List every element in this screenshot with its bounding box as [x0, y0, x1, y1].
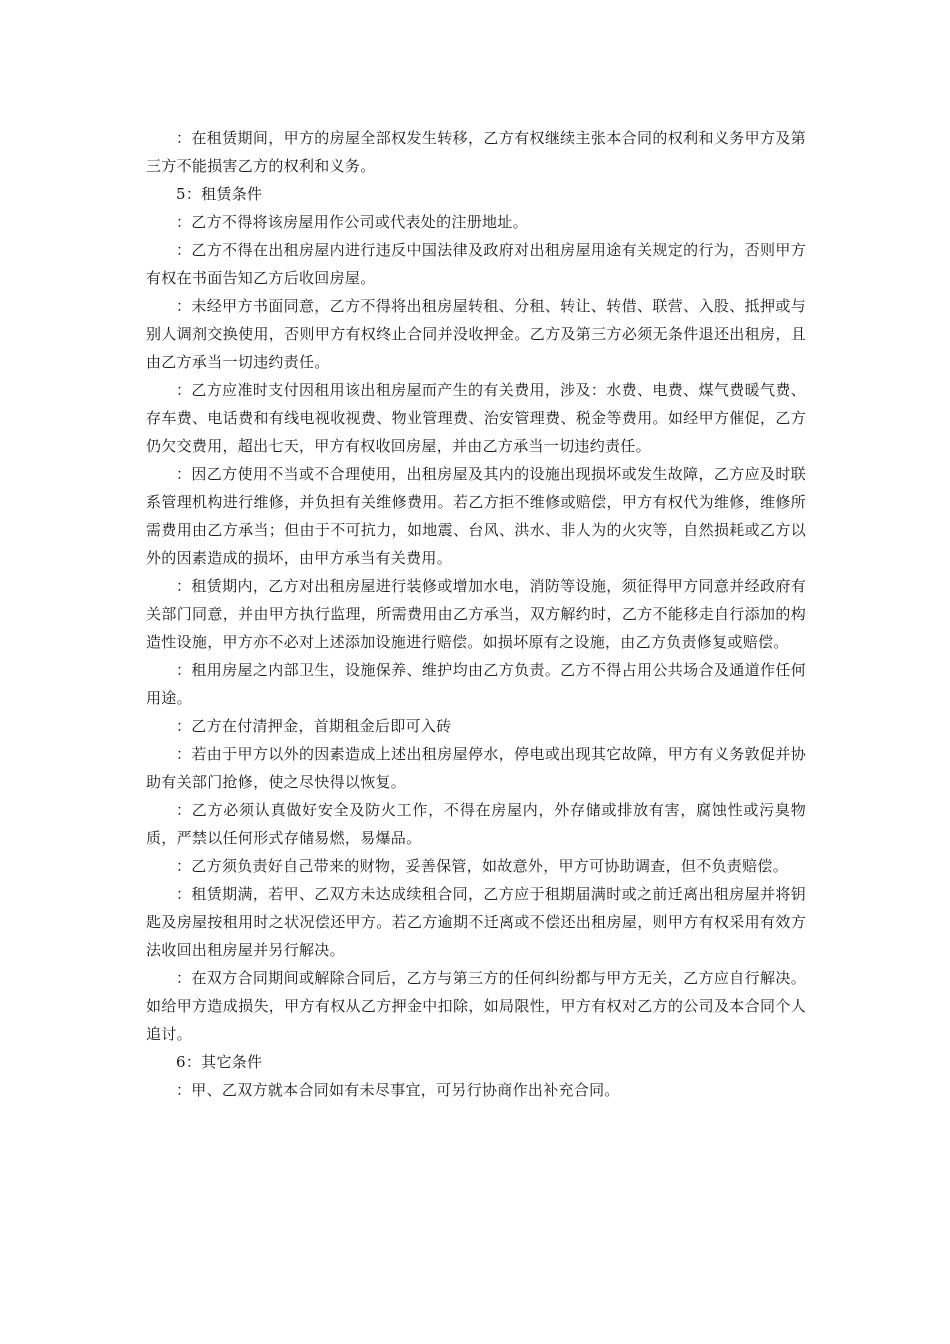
paragraph-third-party-disputes: ：在双方合同期间或解除合同后，乙方与第三方的任何纠纷都与甲方无关，乙方应自行解决。如给甲方造成损失，甲方有权从乙方押金中扣除，如局限性，甲方有权对乙方的公司及本合同个人追讨。 [146, 969, 806, 1043]
paragraph-repairs: ：因乙方使用不当或不合理使用，出租房屋及其内的设施出现损坏或发生故障，乙方应及时联系管理机构进行维修，并负担有关维修费用。若乙方拒不维修或赔偿，甲方有权代为维修，维修所需费用由乙方承当；但由于不可抗力，如地震、台风、洪水、非人为的火灾等，自然损耗或乙方以外的因素造成的损坏，由甲方承当有关费用。 [146, 465, 806, 567]
paragraph-fees: ：乙方应准时支付因租用该出租房屋而产生的有关费用，涉及：水费、电费、煤气费暖气费、存车费、电话费和有线电视收视费、物业管理费、治安管理费、税金等费用。如经甲方催促，乙方仍欠交费用，超出七天，甲方有权收回房屋，并由乙方承当一切违约责任。 [146, 381, 806, 455]
document-page [146, 124, 806, 1104]
paragraph-lease-expiry: ：租赁期满，若甲、乙双方未达成续租合同，乙方应于租期届满时或之前迁离出租房屋并将钥匙及房屋按租用时之状况偿还甲方。若乙方逾期不迁离或不偿还出租房屋，则甲方有权采用有效方法收回出租房屋并另行解决。 [146, 885, 806, 959]
section-heading-other-conditions: 6：其它条件 [176, 1053, 263, 1071]
paragraph-ownership-transfer: ：在租赁期间，甲方的房屋全部权发生转移，乙方有权继续主张本合同的权利和义务甲方及第三方不能损害乙方的权利和义务。 [146, 129, 806, 175]
paragraph-fire-safety: ：乙方必须认真做好安全及防火工作，不得在房屋内，外存储或排放有害，腐蚀性或污臭物质，严禁以任何形式存储易燃，易爆品。 [146, 801, 806, 847]
paragraph-no-sublease: ：未经甲方书面同意，乙方不得将出租房屋转租、分租、转让、转借、联营、入股、抵押或与别人调剂交换使用，否则甲方有权终止合同并没收押金。乙方及第三方必须无条件退还出租房，且由乙方承当一切违约责任。 [146, 297, 806, 371]
paragraph-hygiene: ：租用房屋之内部卫生，设施保养、维护均由乙方负责。乙方不得占用公共场合及通道作任何用途。 [146, 661, 806, 707]
paragraph-no-registered-address: ：乙方不得将该房屋用作公司或代表处的注册地址。 [176, 213, 528, 231]
paragraph-move-in: ：乙方在付清押金，首期租金后即可入砖 [176, 717, 452, 735]
paragraph-outages: ：若由于甲方以外的因素造成上述出租房屋停水，停电或出现其它故障，甲方有义务敦促并协助有关部门抢修，使之尽快得以恢复。 [146, 745, 806, 791]
paragraph-no-illegal-use: ：乙方不得在出租房屋内进行违反中国法律及政府对出租房屋用途有关规定的行为，否则甲方有权在书面告知乙方后收回房屋。 [146, 241, 806, 287]
paragraph-belongings: ：乙方须负责好自己带来的财物，妥善保管，如故意外，甲方可协助调查，但不负责赔偿。 [176, 857, 789, 875]
paragraph-supplementary-contract: ：甲、乙双方就本合同如有未尽事宜，可另行协商作出补充合同。 [176, 1081, 620, 1099]
section-heading-lease-conditions: 5：租赁条件 [176, 185, 263, 203]
paragraph-renovation: ：租赁期内，乙方对出租房屋进行装修或增加水电，消防等设施，须征得甲方同意并经政府有关部门同意，并由甲方执行监理，所需费用由乙方承当，双方解约时，乙方不能移走自行添加的构造性设施，甲方亦不必对上述添加设施进行赔偿。如损坏原有之设施，由乙方负责修复或赔偿。 [146, 577, 806, 651]
